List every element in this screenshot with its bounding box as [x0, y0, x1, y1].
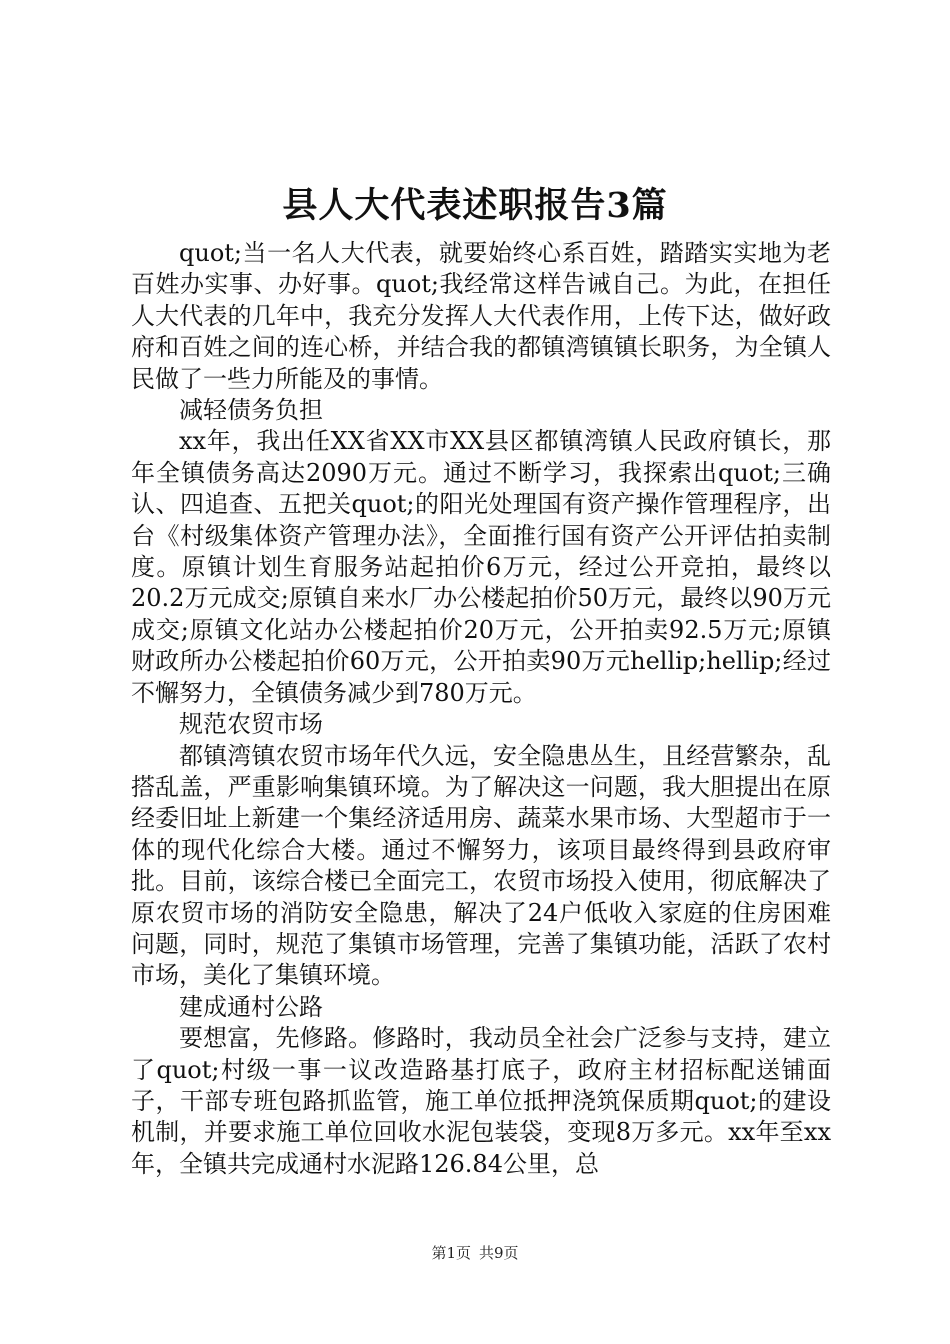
document-title: 县人大代表述职报告3篇 [282, 185, 668, 226]
page-number: 第1页 [431, 1244, 471, 1262]
section-heading-debt: 减轻债务负担 [179, 396, 323, 425]
paragraph-market: 都镇湾镇农贸市场年代久远，安全隐患丛生，且经营繁杂，乱搭乱盖，严重影响集镇环境。为了解决这一问题，我大胆提出在原经委旧址上新建一个集经济适用房、蔬菜水果市场、大型超市于一体的现代化综合大楼。通过不懈努力，该项目最终得到县政府审批。目前，该综合楼已全面完工，农贸市场投入使用，彻底解决了原农贸市场的消防安全隐患，解决了24户低收入家庭的住房困难问题，同时，规范了集镇市场管理，完善了集镇功能，活跃了农村市场，美化了集镇环境。 [131, 741, 831, 990]
page-total: 共9页 [479, 1244, 519, 1262]
section-heading-market: 规范农贸市场 [179, 710, 323, 739]
paragraph-road: 要想富，先修路。修路时，我动员全社会广泛参与支持，建立了quot;村级一事一议改造路基打底子，政府主材招标配送铺面子，干部专班包路抓监管，施工单位抵押浇筑保质期quot;的建设机制，并要求施工单位回收水泥包装袋，变现8万多元。xx年至xx年，全镇共完成通村水泥路126.84公里，总 [131, 1024, 831, 1178]
paragraph-intro: quot;当一名人大代表，就要始终心系百姓，踏踏实实地为老百姓办实事、办好事。quot;我经常这样告诫自己。为此，在担任人大代表的几年中，我充分发挥人大代表作用，上传下达，做好政府和百姓之间的连心桥，并结合我的都镇湾镇镇长职务，为全镇人民做了一些力所能及的事情。 [131, 239, 831, 393]
section-heading-road: 建成通村公路 [179, 992, 323, 1021]
page-footer [0, 1243, 950, 1263]
paragraph-debt: xx年，我出任XX省XX市XX县区都镇湾镇人民政府镇长，那年全镇债务高达2090万元。通过不断学习，我探索出quot;三确认、四追查、五把关quot;的阳光处理国有资产操作管理程序，出台《村级集体资产管理办法》，全面推行国有资产公开评估拍卖制度。原镇计划生育服务站起拍价6万元，经过公开竞拍，最终以20.2万元成交;原镇自来水厂办公楼起拍价50万元，最终以90万元成交;原镇文化站办公楼起拍价20万元，公开拍卖92.5万元;原镇财政所办公楼起拍价60万元，公开拍卖90万元hellip;hellip;经过不懈努力，全镇债务减少到780万元。 [131, 427, 831, 707]
document-body [131, 238, 831, 1180]
